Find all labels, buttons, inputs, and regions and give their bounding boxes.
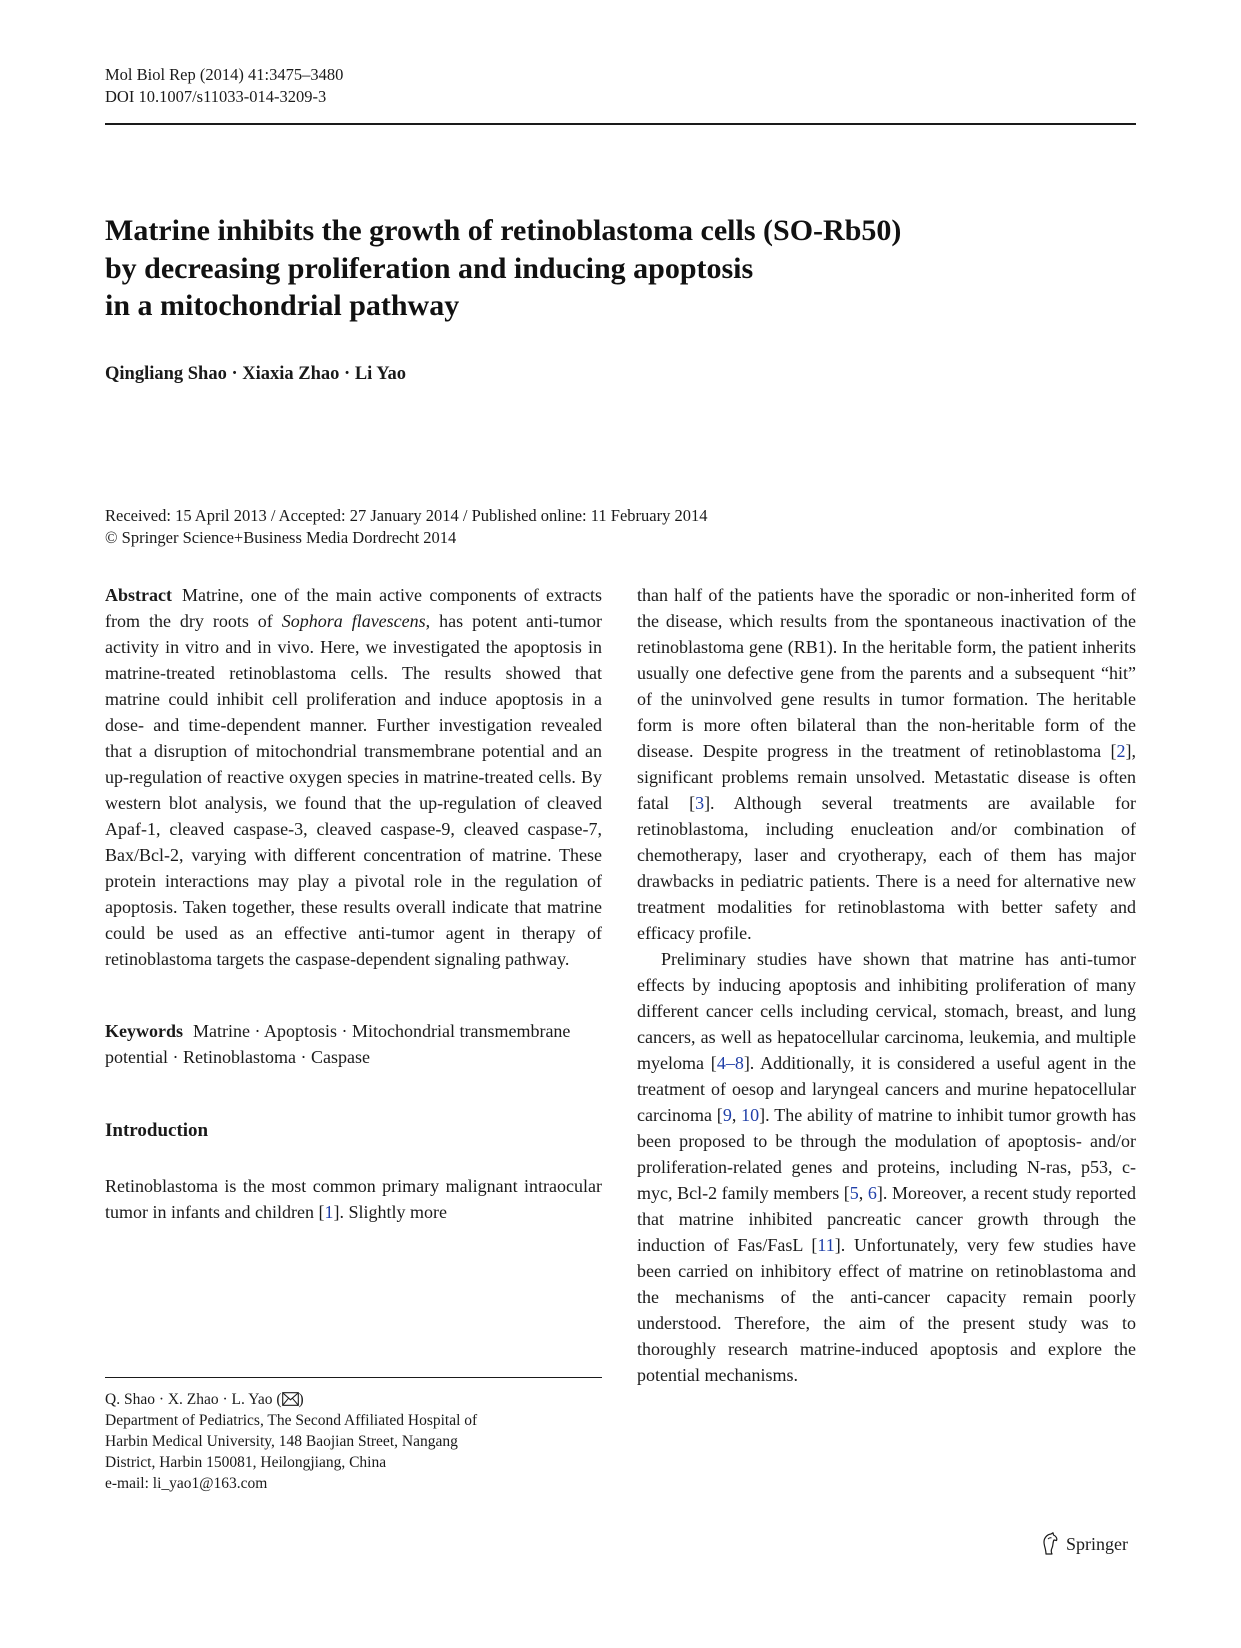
journal-header	[105, 64, 343, 108]
keywords-label: Keywords	[105, 1021, 183, 1041]
article-title	[105, 212, 1105, 325]
author-list: Qingliang Shao · Xiaxia Zhao · Li Yao	[105, 364, 407, 384]
abstract-label: Abstract	[105, 585, 172, 605]
doi: DOI 10.1007/s11033-014-3209-3	[105, 87, 327, 106]
citation-link[interactable]: 9	[722, 1105, 732, 1125]
citation-link[interactable]: 10	[741, 1105, 760, 1125]
affiliation-authors	[105, 1389, 602, 1410]
springer-horse-icon	[1040, 1532, 1060, 1556]
publication-history	[105, 505, 707, 548]
introduction-paragraph	[105, 1173, 602, 1225]
received-accepted-published: Received: 15 April 2013 / Accepted: 27 January 2014 / Published online: 11 February 2014	[105, 506, 708, 525]
affiliation-department: Department of Pediatrics, The Second Affiliated Hospital of	[105, 1412, 478, 1429]
copyright-line: © Springer Science+Business Media Dordrecht 2014	[105, 527, 457, 547]
introduction-heading: Introduction	[105, 1120, 209, 1141]
intro-text: ]. Slightly more	[333, 1202, 447, 1222]
body-text: ]. The ability of matrine to inhibit tumor growth has been proposed to be through the modulation of apoptosis- and/or proliferation-related genes and proteins, including N-ras, p53, c-myc, Bcl-2 family members [	[637, 1105, 1136, 1203]
citation-link[interactable]: 2	[1116, 741, 1126, 761]
title-line-1: Matrine inhibits the growth of retinoblastoma cells (SO-Rb50)	[105, 214, 902, 247]
affiliation-rule	[105, 1377, 602, 1378]
abstract	[105, 582, 602, 972]
right-column	[637, 582, 1136, 1388]
keywords-text: Matrine · Apoptosis · Mitochondrial transmembrane potential · Retinoblastoma · Caspase	[105, 1021, 571, 1067]
citation-link[interactable]: 11	[817, 1235, 835, 1255]
citation-link[interactable]: 3	[695, 793, 705, 813]
title-line-3: in a mitochondrial pathway	[105, 289, 460, 322]
publisher-logo	[1040, 1532, 1128, 1556]
publisher-name: Springer	[1066, 1533, 1128, 1554]
body-text: ]. Although several treatments are available for retinoblastoma, including enucleation and/or combination of chemotherapy, laser and cryotherapy, each of them has major drawbacks in pediatric patients. There is a need for alternative new treatment modalities for retinoblastoma with better safety and efficacy profile.	[637, 793, 1136, 943]
body-text: ]. Moreover, a recent study reported that matrine inhibited pancreatic cancer growth through the induction of Fas/FasL [	[637, 1183, 1136, 1255]
body-text: ]. Unfortunately, very few studies have been carried on inhibitory effect of matrine on retinoblastoma and the mechanisms of the anti-cancer capacity remain poorly understood. Therefore, the aim of the present study was to thoroughly research matrine-induced apoptosis and explore the potential mechanisms.	[637, 1235, 1136, 1385]
header-rule	[105, 123, 1136, 125]
affiliation-footnote	[105, 1389, 602, 1494]
body-text: Preliminary studies have shown that matrine has anti-tumor effects by inducing apoptosis and inhibiting proliferation of many different cancer cells including cervical, stomach, breast, and lung cancers, as well as hepatocellular carcinoma, leukemia, and multiple myeloma [	[637, 949, 1136, 1073]
species-name: Sophora flavescens	[281, 611, 426, 631]
citation-link[interactable]: 6	[867, 1183, 877, 1203]
affiliation-university: Harbin Medical University, 148 Baojian Street, Nangang	[105, 1433, 458, 1450]
body-paragraph-2	[637, 946, 1136, 1388]
body-text: ]. Additionally, it is considered a useful agent in the treatment of oesop and laryngeal cancers and murine hepatocellular carcinoma [	[637, 1053, 1137, 1125]
citation-link[interactable]: 1	[324, 1202, 334, 1222]
left-column	[105, 582, 602, 1225]
affiliation-email[interactable]: e-mail: li_yao1@163.com	[105, 1475, 268, 1492]
abstract-text-start: Matrine, one of the main active components of extracts from the dry roots of	[105, 585, 602, 631]
journal-citation: Mol Biol Rep (2014) 41:3475–3480	[105, 65, 344, 84]
abstract-text-rest: , has potent anti-tumor activity in vitro and in vivo. Here, we investigated the apoptosis in matrine-treated retinoblastoma cells. The results showed that matrine could inhibit cell proliferation and induce apoptosis in a dose- and time-dependent manner. Further investigation revealed that a disruption of mitochondrial transmembrane potential and an up-regulation of reactive oxygen species in matrine-treated cells. By western blot analysis, we found that the up-regulation of cleaved Apaf-1, cleaved caspase-3, cleaved caspase-9, cleaved caspase-7, Bax/Bcl-2, varying with different concentration of matrine. These protein interactions may play a pivotal role in the regulation of apoptosis. Taken together, these results overall indicate that matrine could be used as an effective anti-tumor agent in therapy of retinoblastoma targets the caspase-dependent signaling pathway.	[105, 611, 602, 969]
body-text: ], significant problems remain unsolved. Metastatic disease is often fatal [	[637, 741, 1136, 813]
affiliation-names-close: )	[298, 1391, 304, 1408]
citation-link[interactable]: 4–8	[716, 1053, 744, 1073]
citation-separator: ,	[731, 1105, 742, 1125]
keywords	[105, 1018, 602, 1070]
body-text: than half of the patients have the sporadic or non-inherited form of the disease, which results from the spontaneous inactivation of the retinoblastoma gene (RB1). In the heritable form, the patient inherits usually one defective gene from the parents and a subsequent “hit” of the uninvolved gene results in tumor formation. The heritable form is more often bilateral than the non-heritable form of the disease. Despite progress in the treatment of retinoblastoma [	[637, 585, 1136, 761]
affiliation-city: District, Harbin 150081, Heilongjiang, China	[105, 1454, 387, 1471]
intro-text: Retinoblastoma is the most common primary malignant intraocular tumor in infants and children [	[105, 1176, 602, 1222]
citation-link[interactable]: 5	[849, 1183, 859, 1203]
body-paragraph-1	[637, 582, 1136, 946]
title-line-2: by decreasing proliferation and inducing apoptosis	[105, 251, 754, 285]
citation-separator: ,	[858, 1183, 868, 1203]
affiliation-names: Q. Shao · X. Zhao · L. Yao (	[105, 1391, 282, 1408]
envelope-icon	[282, 1392, 299, 1406]
